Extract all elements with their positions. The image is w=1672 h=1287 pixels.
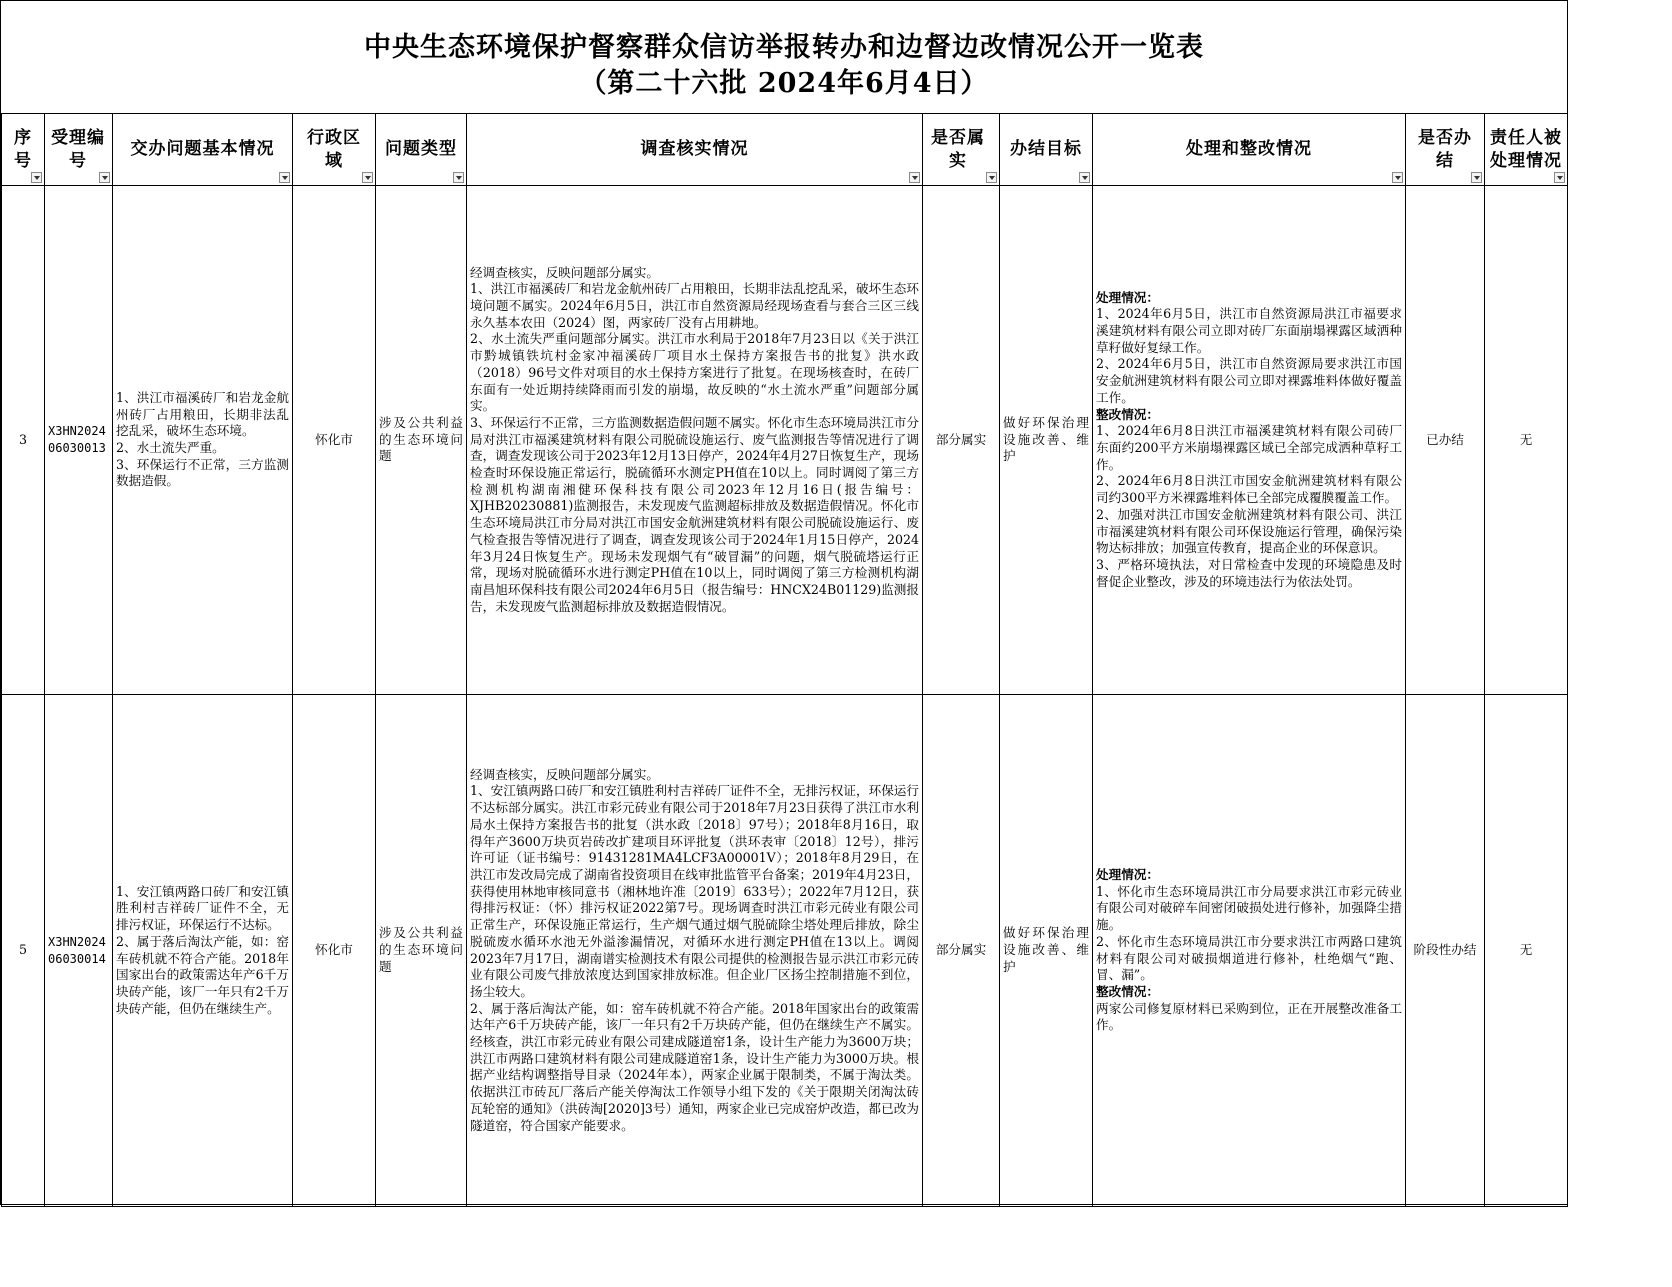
header-code: 受理编号 <box>45 114 113 186</box>
cell-investigation: 经调查核实，反映问题部分属实。 1、安江镇两路口砖厂和安江镇胜利村吉祥砖厂证件不全，无排污权证，环保运行不达标部分属实。洪江市彩元砖业有限公司于2018年7月23日获得了洪江市水利局水土保持方案报告书的批复（洪水政〔2018〕97号）；2018年8月16日，取得年产3600万块页岩砖改扩建项目环评批复（洪环表审〔2018〕12号），排污许可证（证书编号：91431281MA4LCF3A00001V）；2018年8月29日，在洪江市发改局完成了湖南省投资项目在线审批监管平台备案；2019年4月23日，获得使用林地审核同意书（湘林地许准〔2019〕633号）；2022年7月12日，获得排污权证：（怀）排污权证2022第7号。现场调查时洪江市彩元砖业有限公司正常生产，环保设施正常运行，生产烟气通过烟气脱硫除尘塔处理后排放，除尘脱硫废水循环水池无外溢渗漏情况，对循环水进行测定PH值在13以上。调阅2023年7月17日，湖南谱实检测技术有限公司提供的检测报告显示洪江市彩元砖业有限公司废气排放浓度达到国家排放标准。但企业厂区扬尘控制措施不到位，扬尘较大。 2、属于落后淘汰产能，如：窑车砖机就不符合产能。2018年国家出台的政策需达年产6千万块砖产能，该厂一年只有2千万块砖产能，但仍在继续生产不属实。经核查，洪江市彩元砖业有限公司建成隧道窑1条，设计生产能力为3600万块；洪江市两路口建筑材料有限公司建成隧道窑1条，设计生产能力为3000万块。根据产业结构调整指导目录（2024年本），两家企业属于限制类，不属于淘汰类。依据洪江市砖瓦厂落后产能关停淘汰工作领导小组下发的《关于限期关闭淘汰砖瓦轮窑的通知》（洪砖淘[2020]3号）通知，两家企业已完成窑炉改造，都已改为隧道窑，符合国家产能要求。 <box>467 695 923 1207</box>
header-type: 问题类型 <box>376 114 467 186</box>
filter-dropdown-icon[interactable] <box>986 172 997 183</box>
rectification-heading: 整改情况： <box>1096 983 1159 999</box>
cell-verified: 部分属实 <box>923 186 1000 695</box>
cell-accountability: 无 <box>1485 186 1568 695</box>
cell-goal: 做好环保治理设施改善、维护 <box>1000 186 1093 695</box>
cell-code: X3HN2024 06030014 <box>45 695 113 1207</box>
document-title: 中央生态环境保护督察群众信访举报转办和边督边改情况公开一览表 <box>364 32 1204 63</box>
handling-text: 1、2024年6月5日，洪江市自然资源局洪江市福要求溪建筑材料有限公司立即对砖厂东面崩塌裸露区域洒种草籽做好复绿工作。 2、2024年6月5日，洪江市自然资源局要求洪江市国安金航洲建筑材料有限公司立即对裸露堆料体做好覆盖工作。 <box>1096 306 1402 405</box>
filter-dropdown-icon[interactable] <box>279 172 290 183</box>
cell-accountability: 无 <box>1485 695 1568 1207</box>
cell-region: 怀化市 <box>293 186 376 695</box>
cell-code: X3HN2024 06030013 <box>45 186 113 695</box>
header-goal: 办结目标 <box>1000 114 1093 186</box>
header-region: 行政区域 <box>293 114 376 186</box>
filter-dropdown-icon[interactable] <box>1554 172 1565 183</box>
cell-handling <box>1093 186 1406 695</box>
filter-dropdown-icon[interactable] <box>1471 172 1482 183</box>
table-row <box>2 186 1568 695</box>
filter-dropdown-icon[interactable] <box>362 172 373 183</box>
filter-dropdown-icon[interactable] <box>1392 172 1403 183</box>
handling-text: 1、怀化市生态环境局洪江市分局要求洪江市彩元砖业有限公司对破碎车间密闭破损处进行修补，加强降尘措施。 2、怀化市生态环境局洪江市分要求洪江市两路口建筑材料有限公司对破损烟道进行修补，杜绝烟气“跑、冒、漏”。 <box>1096 883 1402 983</box>
report-table <box>1 113 1568 1207</box>
cell-verified: 部分属实 <box>923 695 1000 1207</box>
cell-issue: 1、洪江市福溪砖厂和岩龙金航州砖厂占用粮田，长期非法乱挖乱采，破坏生态环境。 2、水土流失严重。 3、环保运行不正常，三方监测数据造假。 <box>113 186 293 695</box>
cell-type: 涉及公共利益的生态环境问题 <box>376 695 467 1207</box>
cell-seq: 5 <box>2 695 45 1207</box>
cell-issue: 1、安江镇两路口砖厂和安江镇胜利村吉祥砖厂证件不全，无排污权证，环保运行不达标。 2、属于落后淘汰产能，如：窑车砖机就不符合产能。2018年国家出台的政策需达年产6千万块砖产能，该厂一年只有2千万块砖产能，但仍在继续生产。 <box>113 695 293 1207</box>
header-completed: 是否办结 <box>1406 114 1485 186</box>
header-accountability: 责任人被处理情况 <box>1485 114 1568 186</box>
header-issue: 交办问题基本情况 <box>113 114 293 186</box>
cell-goal: 做好环保治理设施改善、维护 <box>1000 695 1093 1207</box>
cell-completed: 阶段性办结 <box>1406 695 1485 1207</box>
handling-heading: 处理情况： <box>1096 866 1159 882</box>
cell-seq: 3 <box>2 186 45 695</box>
filter-dropdown-icon[interactable] <box>1079 172 1090 183</box>
filter-dropdown-icon[interactable] <box>909 172 920 183</box>
cell-type: 涉及公共利益的生态环境问题 <box>376 186 467 695</box>
cell-completed: 已办结 <box>1406 186 1485 695</box>
header-investigation: 调查核实情况 <box>467 114 923 186</box>
handling-heading: 处理情况： <box>1096 289 1159 305</box>
rectification-text: 两家公司修复原材料已采购到位，正在开展整改准备工作。 <box>1096 1000 1402 1033</box>
filter-dropdown-icon[interactable] <box>99 172 110 183</box>
header-handling: 处理和整改情况 <box>1093 114 1406 186</box>
document-subtitle: （第二十六批 2024年6月4日） <box>579 68 989 99</box>
cell-investigation: 经调查核实，反映问题部分属实。 1、洪江市福溪砖厂和岩龙金航州砖厂占用粮田，长期非法乱挖乱采，破坏生态环境问题不属实。2024年6月5日，洪江市自然资源局经现场查看与套合三区三线永久基本农田（2024）图，两家砖厂没有占用耕地。 2、水土流失严重问题部分属实。洪江市水利局于2018年7月23日以《关于洪江市黔城镇铁坑村金家冲福溪砖厂项目水土保持方案报告书的批复》洪水政（2018）96号文件对项目的水土保持方案进行了批复。在现场核查时，在砖厂东面有一处近期持续降雨而引发的崩塌，故反映的“水土流水严重”问题部分属实。 3、环保运行不正常，三方监测数据造假问题不属实。怀化市生态环境局洪江市分局对洪江市福溪建筑材料有限公司脱硫设施运行、废气监测报告等情况进行了调查，调查发现该公司于2023年12月13日停产，2024年4月27日恢复生产，现场检查时环保设施正常运行，脱硫循环水测定PH值在10以上。同时调阅了第三方检测机构湖南湘健环保科技有限公司2023年12月16日(报告编号：XJHB20230881)监测报告，未发现废气监测超标排放及数据造假情况。怀化市生态环境局洪江市分局对洪江市国安金航洲建筑材料有限公司脱硫设施运行、废气检查报告等情况进行了调查，调查发现该公司于2024年1月15日停产，2024年3月24日恢复生产。现场未发现烟气有“破冒漏”的问题，烟气脱硫塔运行正常，现场对脱硫循环水进行测定PH值在10以上，同时调阅了第三方检测机构湖南昌旭环保科技有限公司2024年6月5日（报告编号：HNCX24B01129)监测报告，未发现废气监测超标排放及数据造假情况。 <box>467 186 923 695</box>
filter-dropdown-icon[interactable] <box>31 172 42 183</box>
rectification-text: 1、2024年6月8日洪江市福溪建筑材料有限公司砖厂东面约200平方米崩塌裸露区域已全部完成洒种草籽工作。 2、2024年6月8日洪江市国安金航洲建筑材料有限公司约300平方米裸露堆料体已全部完成覆膜覆盖工作。 2、加强对洪江市国安金航洲建筑材料有限公司、洪江市福溪建筑材料有限公司环保设施运行管理，确保污染物达标排放；加强宣传教育，提高企业的环保意识。 3、严格环境执法，对日常检查中发现的环境隐患及时督促企业整改，涉及的环境违法行为依法处罚。 <box>1096 423 1402 589</box>
filter-dropdown-icon[interactable] <box>453 172 464 183</box>
header-verified: 是否属实 <box>923 114 1000 186</box>
cell-handling <box>1093 695 1406 1207</box>
cell-region: 怀化市 <box>293 695 376 1207</box>
title-block <box>1 1 1567 114</box>
rectification-heading: 整改情况： <box>1096 406 1159 422</box>
header-row <box>2 114 1568 186</box>
table-row <box>2 695 1568 1207</box>
header-seq: 序号 <box>2 114 45 186</box>
